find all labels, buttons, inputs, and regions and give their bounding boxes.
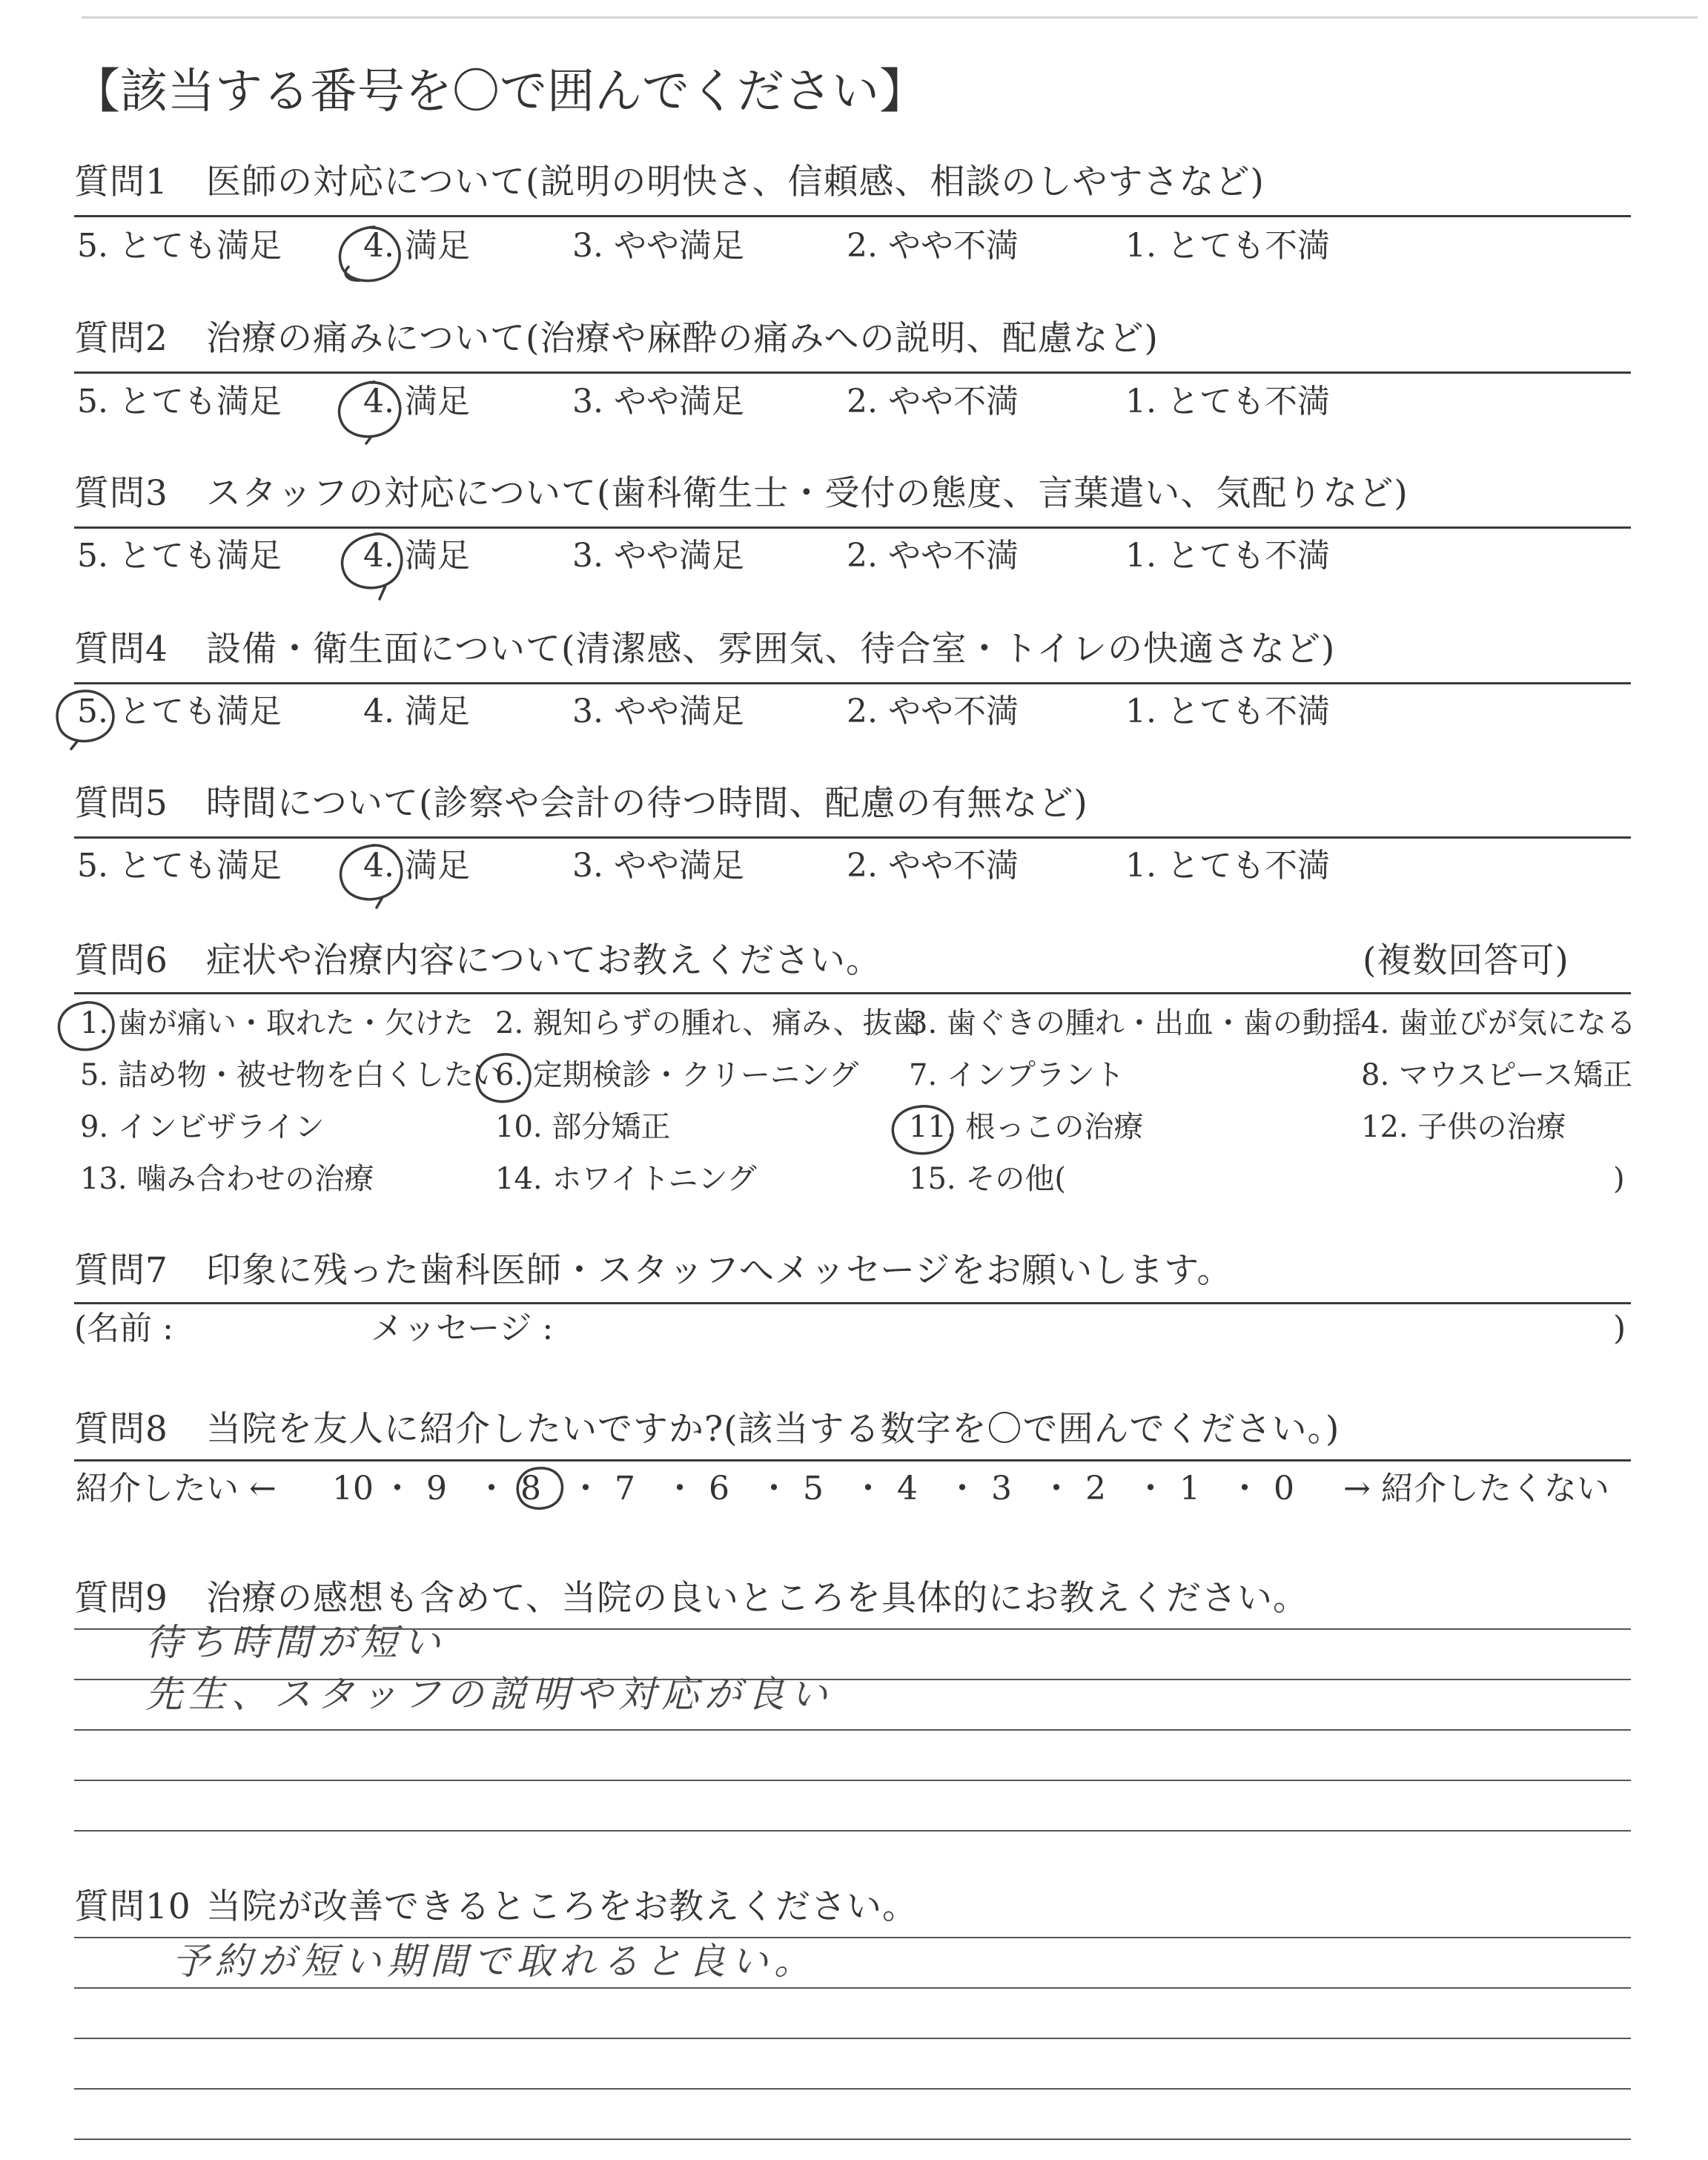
q8-scale-10[interactable]: 10: [332, 1470, 374, 1507]
q6-option-14[interactable]: 14. ホワイトニング: [495, 1162, 757, 1196]
q6-option-2[interactable]: 2. 親知らずの腫れ、痛み、抜歯: [495, 1006, 922, 1040]
q6-option-7[interactable]: 7. インプラント: [909, 1058, 1125, 1092]
q6-option-3[interactable]: 3. 歯ぐきの腫れ・出血・歯の動揺: [909, 1006, 1362, 1040]
q8-scale-separator: ・: [381, 1470, 414, 1507]
q8-scale-2[interactable]: 2: [1085, 1470, 1106, 1507]
q4-option-3[interactable]: 3. やや満足: [572, 693, 744, 730]
q9-line-5: [74, 1830, 1631, 1832]
q3-option-5[interactable]: 5. とても満足: [77, 537, 282, 575]
q9-label: 質問9: [74, 1578, 168, 1619]
q3-option-4[interactable]: 4. 満足: [363, 537, 470, 575]
q6-option-4[interactable]: 4. 歯並びが気になる: [1361, 1006, 1636, 1040]
q5-option-3[interactable]: 3. やや満足: [572, 847, 744, 885]
q8-scale-5[interactable]: 5: [803, 1470, 824, 1507]
q6-option-5[interactable]: 5. 詰め物・被せ物を白くしたい: [80, 1058, 503, 1092]
q6-option-8[interactable]: 8. マウスピース矯正: [1361, 1058, 1633, 1092]
q3-option-3[interactable]: 3. やや満足: [572, 537, 744, 575]
q8-scale-8[interactable]: 8: [520, 1470, 541, 1507]
q5-text: 時間について(診察や会計の待つ時間、配慮の有無など): [206, 783, 1088, 824]
q4-rule: [74, 682, 1631, 684]
q10-line-4: [74, 2088, 1631, 2090]
q5-label: 質問5: [74, 783, 168, 824]
q4-text: 設備・衛生面について(清潔感、雰囲気、待合室・トイレの快適さなど): [206, 629, 1336, 670]
q3-option-2[interactable]: 2. やや不満: [847, 537, 1019, 575]
q6-rule: [74, 992, 1631, 994]
q6-option-11[interactable]: 11. 根っこの治療: [909, 1110, 1144, 1144]
q8-scale-separator: ・: [1134, 1470, 1167, 1507]
q2-option-2[interactable]: 2. やや不満: [847, 383, 1019, 420]
q6-option-15[interactable]: 15. その他(: [909, 1162, 1066, 1196]
q2-rule: [74, 371, 1631, 374]
q4-label: 質問4: [74, 629, 168, 670]
q8-scale-separator: ・: [475, 1470, 508, 1507]
q8-scale-separator: ・: [758, 1470, 790, 1507]
q2-option-4[interactable]: 4. 満足: [363, 383, 470, 420]
q10-answer-line-1: 予約が短い期間で取れると良い。: [172, 1940, 817, 1983]
q7-label: 質問7: [74, 1250, 168, 1291]
q8-scale-separator: ・: [852, 1470, 884, 1507]
q5-option-5[interactable]: 5. とても満足: [77, 847, 282, 885]
q1-label: 質問1: [74, 162, 168, 202]
q10-label: 質問10: [74, 1886, 191, 1927]
q5-option-4[interactable]: 4. 満足: [363, 847, 470, 885]
q9-line-3: [74, 1729, 1631, 1731]
q6-label: 質問6: [74, 940, 168, 981]
q5-option-1[interactable]: 1. とても不満: [1125, 847, 1330, 885]
q8-label: 質問8: [74, 1409, 168, 1450]
q4-option-2[interactable]: 2. やや不満: [847, 693, 1019, 730]
q9-text: 治療の感想も含めて、当院の良いところを具体的にお教えください。: [206, 1578, 1309, 1619]
q3-text: スタッフの対応について(歯科衛生士・受付の態度、言葉遣い、気配りなど): [206, 473, 1409, 514]
q8-right-label: → 紹介したくない: [1343, 1470, 1609, 1507]
q6-option-15-close: ): [1613, 1162, 1625, 1196]
q6-note: (複数回答可): [1363, 940, 1569, 981]
q8-scale-separator: ・: [1228, 1470, 1261, 1507]
q2-label: 質問2: [74, 318, 168, 359]
q8-scale-6[interactable]: 6: [709, 1470, 729, 1507]
q2-option-5[interactable]: 5. とても満足: [77, 383, 282, 420]
q3-label: 質問3: [74, 473, 168, 514]
q7-rule: [74, 1302, 1631, 1304]
q10-line-5: [74, 2138, 1631, 2140]
q9-line-4: [74, 1780, 1631, 1781]
top-border: [82, 16, 1698, 19]
q4-option-5[interactable]: 5. とても満足: [77, 693, 282, 730]
q10-line-2: [74, 1987, 1631, 1989]
q1-option-1[interactable]: 1. とても不満: [1125, 227, 1330, 265]
q7-name-label: (名前 :: [74, 1309, 173, 1347]
q2-option-3[interactable]: 3. やや満足: [572, 383, 744, 420]
q8-rule: [74, 1459, 1631, 1462]
q5-rule: [74, 836, 1631, 839]
q8-scale-separator: ・: [663, 1470, 696, 1507]
q6-option-12[interactable]: 12. 子供の治療: [1361, 1110, 1566, 1144]
q6-option-6[interactable]: 6. 定期検診・クリーニング: [495, 1058, 859, 1092]
q1-rule: [74, 215, 1631, 217]
q2-text: 治療の痛みについて(治療や麻酔の痛みへの説明、配慮など): [206, 318, 1159, 359]
q8-scale-separator: ・: [1040, 1470, 1073, 1507]
q6-text: 症状や治療内容についてお教えください。: [206, 940, 882, 981]
q7-message-label: メッセージ :: [371, 1309, 554, 1347]
q5-option-2[interactable]: 2. やや不満: [847, 847, 1019, 885]
q3-rule: [74, 526, 1631, 529]
q3-option-1[interactable]: 1. とても不満: [1125, 537, 1330, 575]
q8-scale-1[interactable]: 1: [1179, 1470, 1200, 1507]
q8-scale-7[interactable]: 7: [615, 1470, 635, 1507]
q9-answer-line-1: 待ち時間が短い: [145, 1621, 446, 1664]
q7-text: 印象に残った歯科医師・スタッフへメッセージをお願いします。: [206, 1250, 1233, 1291]
q6-option-10[interactable]: 10. 部分矯正: [495, 1110, 671, 1144]
q8-left-label: 紹介したい ←: [76, 1470, 277, 1507]
q1-option-3[interactable]: 3. やや満足: [572, 227, 744, 265]
q2-option-1[interactable]: 1. とても不満: [1125, 383, 1330, 420]
q10-text: 当院が改善できるところをお教えください。: [206, 1886, 918, 1927]
q1-text: 医師の対応について(説明の明快さ、信頼感、相談のしやすさなど): [206, 162, 1265, 202]
q1-option-4[interactable]: 4. 満足: [363, 227, 470, 265]
q8-scale-separator: ・: [946, 1470, 979, 1507]
q10-line-1: [74, 1937, 1631, 1938]
q6-option-1[interactable]: 1. 歯が痛い・取れた・欠けた: [80, 1006, 474, 1040]
q8-scale-4[interactable]: 4: [897, 1470, 918, 1507]
q8-scale-0[interactable]: 0: [1274, 1470, 1294, 1507]
page-title: 【該当する番号を〇で囲んでください】: [73, 65, 927, 119]
q1-option-2[interactable]: 2. やや不満: [847, 227, 1019, 265]
q8-scale-9[interactable]: 9: [426, 1470, 447, 1507]
q6-option-13[interactable]: 13. 噛み合わせの治療: [80, 1162, 374, 1196]
q9-answer-line-2: 先生、スタッフの説明や対応が良い: [145, 1673, 833, 1716]
q8-text: 当院を友人に紹介したいですか?(該当する数字を〇で囲んでください。): [206, 1409, 1340, 1450]
q10-line-3: [74, 2038, 1631, 2039]
q8-scale-3[interactable]: 3: [991, 1470, 1012, 1507]
q4-option-4[interactable]: 4. 満足: [363, 693, 470, 730]
q6-option-9[interactable]: 9. インビザライン: [80, 1110, 325, 1144]
q8-scale-separator: ・: [569, 1470, 602, 1507]
q1-option-5[interactable]: 5. とても満足: [77, 227, 282, 265]
q7-close-paren: ): [1613, 1309, 1626, 1347]
q4-option-1[interactable]: 1. とても不満: [1125, 693, 1330, 730]
